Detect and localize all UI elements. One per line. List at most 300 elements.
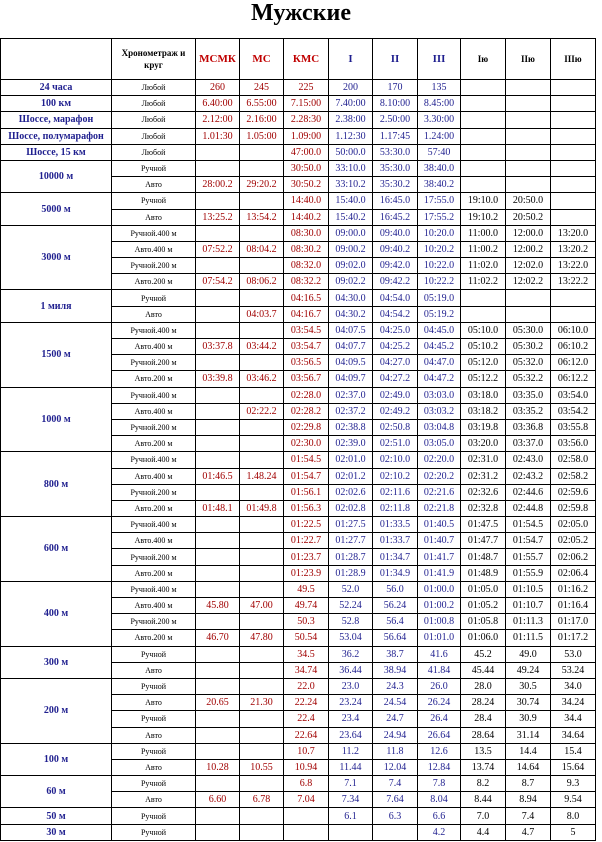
standard-value: 01:55.9: [506, 565, 551, 581]
standard-value: [373, 824, 418, 840]
standard-value: 01:17.0: [551, 614, 596, 630]
standard-value: [240, 549, 284, 565]
standard-value: [506, 306, 551, 322]
standard-value: [196, 565, 240, 581]
standard-value: 01:34.7: [373, 549, 418, 565]
standard-value: 47:00.0: [284, 144, 329, 160]
standard-value: 23.4: [329, 711, 373, 727]
standard-value: 1.05:00: [240, 128, 284, 144]
standard-value: [551, 128, 596, 144]
event-name: 1000 м: [1, 387, 112, 452]
standard-value: 03:55.8: [551, 419, 596, 435]
standard-value: 6.78: [240, 792, 284, 808]
standard-value: 02:50.8: [373, 419, 418, 435]
standard-value: 8.94: [506, 792, 551, 808]
standard-value: 1.09:00: [284, 128, 329, 144]
standard-value: 03:18.0: [461, 387, 506, 403]
standard-value: 6.40:00: [196, 96, 240, 112]
standard-value: 30:50.2: [284, 177, 329, 193]
standard-value: [240, 776, 284, 792]
standard-value: 8.0: [551, 808, 596, 824]
standard-value: 29:20.2: [240, 177, 284, 193]
standard-value: 03:37.0: [506, 436, 551, 452]
header-ms: МС: [240, 39, 284, 80]
standard-value: 12:00.2: [506, 241, 551, 257]
standard-value: 56.64: [373, 630, 418, 646]
standard-value: 16:45.2: [373, 209, 418, 225]
standard-value: 01:16.2: [551, 581, 596, 597]
standard-value: 08:04.2: [240, 241, 284, 257]
standard-value: 04:27.0: [373, 355, 418, 371]
table-row: [1, 646, 596, 662]
standard-value: 02:58.2: [551, 468, 596, 484]
standard-value: 28:00.2: [196, 177, 240, 193]
table-row: [1, 112, 596, 128]
standard-value: 19:10.2: [461, 209, 506, 225]
standard-value: 01:40.5: [418, 517, 461, 533]
standard-value: 03:54.0: [551, 387, 596, 403]
standard-value: [196, 711, 240, 727]
standard-value: [551, 96, 596, 112]
standard-value: 3.30:00: [418, 112, 461, 128]
standard-value: 02:30.0: [284, 436, 329, 452]
table-row: [1, 452, 596, 468]
standard-value: [240, 258, 284, 274]
standard-value: 12.84: [418, 759, 461, 775]
standard-value: 6.55:00: [240, 96, 284, 112]
standard-value: [196, 258, 240, 274]
standard-value: 06:10.0: [551, 322, 596, 338]
standard-value: [196, 290, 240, 306]
standard-value: 03:03.2: [418, 403, 461, 419]
standard-value: 01:05.8: [461, 614, 506, 630]
timing-type: Ручной: [112, 808, 196, 824]
header-event: [1, 39, 112, 80]
event-name: Шоссе, полумарафон: [1, 128, 112, 144]
standard-value: 23.24: [329, 695, 373, 711]
standard-value: 135: [418, 80, 461, 96]
standard-value: 17:55.2: [418, 209, 461, 225]
standard-value: 31.14: [506, 727, 551, 743]
standard-value: 01:28.7: [329, 549, 373, 565]
standard-value: 02:31.2: [461, 468, 506, 484]
table-row: [1, 387, 596, 403]
standard-value: 6.6: [418, 808, 461, 824]
timing-type: Ручной.200 м: [112, 614, 196, 630]
standard-value: 03:20.0: [461, 436, 506, 452]
event-name: 300 м: [1, 646, 112, 678]
timing-type: Авто.400 м: [112, 533, 196, 549]
standard-value: 01:00.2: [418, 598, 461, 614]
standard-value: 04:03.7: [240, 306, 284, 322]
standard-value: 20:50.0: [506, 193, 551, 209]
standard-value: [240, 193, 284, 209]
standard-value: 04:30.0: [329, 290, 373, 306]
standard-value: 04:27.2: [373, 371, 418, 387]
event-name: 200 м: [1, 678, 112, 743]
standard-value: 01:56.3: [284, 500, 329, 516]
table-row: [1, 322, 596, 338]
standard-value: [196, 452, 240, 468]
timing-type: Ручной.400 м: [112, 387, 196, 403]
standard-value: [461, 306, 506, 322]
standard-value: 02:29.8: [284, 419, 329, 435]
standard-value: 9.3: [551, 776, 596, 792]
timing-type: Ручной.400 м: [112, 322, 196, 338]
standard-value: 1.24:00: [418, 128, 461, 144]
standard-value: [240, 678, 284, 694]
standard-value: 01:05.0: [461, 581, 506, 597]
standard-value: [461, 80, 506, 96]
standard-value: [551, 80, 596, 96]
timing-type: Ручной: [112, 193, 196, 209]
standard-value: 10:20.0: [418, 225, 461, 241]
standard-value: 02:49.0: [373, 387, 418, 403]
standard-value: 05:12.0: [461, 355, 506, 371]
standard-value: 02:06.4: [551, 565, 596, 581]
standard-value: [196, 322, 240, 338]
standard-value: [461, 290, 506, 306]
standard-value: 46.70: [196, 630, 240, 646]
standard-value: 2.28:30: [284, 112, 329, 128]
standard-value: 200: [329, 80, 373, 96]
table-row: [1, 96, 596, 112]
event-name: 30 м: [1, 824, 112, 840]
timing-type: Ручной: [112, 776, 196, 792]
standard-value: 06:12.0: [551, 355, 596, 371]
standard-value: 04:45.2: [418, 339, 461, 355]
standard-value: 05:19.2: [418, 306, 461, 322]
standard-value: 02:20.2: [418, 468, 461, 484]
timing-type: Авто.400 м: [112, 403, 196, 419]
standard-value: 7.1: [329, 776, 373, 792]
standard-value: [461, 112, 506, 128]
standard-value: 02:38.8: [329, 419, 373, 435]
table-row: [1, 225, 596, 241]
event-name: 10000 м: [1, 160, 112, 192]
event-name: Шоссе, марафон: [1, 112, 112, 128]
timing-type: Любой: [112, 144, 196, 160]
timing-type: Авто.200 м: [112, 565, 196, 581]
standard-value: [551, 160, 596, 176]
standard-value: [551, 112, 596, 128]
standard-value: 15:40.0: [329, 193, 373, 209]
timing-type: Любой: [112, 80, 196, 96]
timing-type: Ручной.400 м: [112, 581, 196, 597]
standard-value: 26.24: [418, 695, 461, 711]
standard-value: 13.74: [461, 759, 506, 775]
timing-type: Ручной.200 м: [112, 419, 196, 435]
standard-value: 1.48.24: [240, 468, 284, 484]
standard-value: 02:51.0: [373, 436, 418, 452]
event-name: 800 м: [1, 452, 112, 517]
standard-value: 22.64: [284, 727, 329, 743]
timing-type: Ручной: [112, 160, 196, 176]
standard-value: 33:10.2: [329, 177, 373, 193]
standard-value: 07:54.2: [196, 274, 240, 290]
standard-value: 4.4: [461, 824, 506, 840]
standard-value: 56.24: [373, 598, 418, 614]
timing-type: Ручной: [112, 290, 196, 306]
timing-type: Авто.200 м: [112, 500, 196, 516]
standard-value: [240, 144, 284, 160]
standard-value: 30.9: [506, 711, 551, 727]
standard-value: 02:32.8: [461, 500, 506, 516]
standard-value: [196, 306, 240, 322]
standard-value: 03:18.2: [461, 403, 506, 419]
standard-value: 02:58.0: [551, 452, 596, 468]
standard-value: 02:02.8: [329, 500, 373, 516]
standard-value: 33:10.0: [329, 160, 373, 176]
standard-value: 02:05.2: [551, 533, 596, 549]
standard-value: [506, 128, 551, 144]
standard-value: 01:22.7: [284, 533, 329, 549]
standard-value: [240, 290, 284, 306]
timing-type: Ручной: [112, 678, 196, 694]
table-row: [1, 160, 596, 176]
standard-value: 15.64: [551, 759, 596, 775]
timing-type: Любой: [112, 128, 196, 144]
standard-value: 02:21.6: [418, 484, 461, 500]
standard-value: 01:01.0: [418, 630, 461, 646]
standard-value: 03:46.2: [240, 371, 284, 387]
standard-value: 09:00.2: [329, 241, 373, 257]
standard-value: 01:10.5: [506, 581, 551, 597]
standard-value: [240, 436, 284, 452]
standard-value: 01:05.2: [461, 598, 506, 614]
standard-value: 20:50.2: [506, 209, 551, 225]
standard-value: 02:11.6: [373, 484, 418, 500]
standard-value: 09:40.0: [373, 225, 418, 241]
standard-value: 01:06.0: [461, 630, 506, 646]
standard-value: [240, 614, 284, 630]
standard-value: 8.7: [506, 776, 551, 792]
standard-value: 14.64: [506, 759, 551, 775]
event-name: Шоссе, 15 км: [1, 144, 112, 160]
timing-type: Авто: [112, 759, 196, 775]
header-chrono: Хронометраж и круг: [112, 39, 196, 80]
standard-value: 01:47.5: [461, 517, 506, 533]
standard-value: [196, 144, 240, 160]
standard-value: [196, 517, 240, 533]
standard-value: [196, 484, 240, 500]
header-kms: КМС: [284, 39, 329, 80]
timing-type: Любой: [112, 96, 196, 112]
standard-value: 14.4: [506, 743, 551, 759]
standard-value: 04:07.5: [329, 322, 373, 338]
standard-value: 2.12:00: [196, 112, 240, 128]
timing-type: Ручной: [112, 824, 196, 840]
standard-value: [240, 355, 284, 371]
standard-value: 56.4: [373, 614, 418, 630]
standard-value: [196, 646, 240, 662]
timing-type: Авто.400 м: [112, 598, 196, 614]
standard-value: 30.5: [506, 678, 551, 694]
standard-value: [240, 387, 284, 403]
standard-value: 01:11.5: [506, 630, 551, 646]
standard-value: 01:46.5: [196, 468, 240, 484]
standard-value: [329, 824, 373, 840]
standard-value: 26.4: [418, 711, 461, 727]
standard-value: 12:02.0: [506, 258, 551, 274]
standard-value: [196, 824, 240, 840]
standard-value: 14:40.0: [284, 193, 329, 209]
standard-value: 34.64: [551, 727, 596, 743]
table-row: [1, 743, 596, 759]
standard-value: 23.64: [329, 727, 373, 743]
standard-value: 04:45.0: [418, 322, 461, 338]
standard-value: [196, 436, 240, 452]
standard-value: 02:44.6: [506, 484, 551, 500]
standard-value: 08:32.0: [284, 258, 329, 274]
standard-value: [196, 193, 240, 209]
standard-value: 02:43.2: [506, 468, 551, 484]
standard-value: 10.55: [240, 759, 284, 775]
standard-value: 03:39.8: [196, 371, 240, 387]
standard-value: 21.30: [240, 695, 284, 711]
standard-value: 23.0: [329, 678, 373, 694]
standard-value: 02:01.0: [329, 452, 373, 468]
table-row: [1, 128, 596, 144]
standard-value: 53.24: [551, 662, 596, 678]
standard-value: 10.94: [284, 759, 329, 775]
standard-value: 7.4: [506, 808, 551, 824]
standard-value: [196, 419, 240, 435]
standard-value: [461, 177, 506, 193]
header-junior-3: IIIю: [551, 39, 596, 80]
standard-value: 02:59.8: [551, 500, 596, 516]
standard-value: 09:02.0: [329, 258, 373, 274]
page-title: Мужские: [251, 0, 351, 26]
standard-value: 03:56.0: [551, 436, 596, 452]
standard-value: 28.24: [461, 695, 506, 711]
timing-type: Авто: [112, 695, 196, 711]
standard-value: 34.4: [551, 711, 596, 727]
standard-value: 10.7: [284, 743, 329, 759]
timing-type: Авто: [112, 209, 196, 225]
standard-value: 01:27.7: [329, 533, 373, 549]
standard-value: 01:40.7: [418, 533, 461, 549]
standard-value: [240, 646, 284, 662]
standard-value: 12.04: [373, 759, 418, 775]
standard-value: 34.24: [551, 695, 596, 711]
timing-type: Авто.200 м: [112, 274, 196, 290]
standard-value: [506, 80, 551, 96]
standard-value: 2.16:00: [240, 112, 284, 128]
standard-value: 20.65: [196, 695, 240, 711]
standard-value: 07:52.2: [196, 241, 240, 257]
standard-value: 7.64: [373, 792, 418, 808]
standard-value: 05:32.0: [506, 355, 551, 371]
event-name: 600 м: [1, 517, 112, 582]
standard-value: 13.5: [461, 743, 506, 759]
timing-type: Ручной.400 м: [112, 225, 196, 241]
timing-type: Авто.400 м: [112, 241, 196, 257]
standard-value: 15.4: [551, 743, 596, 759]
standard-value: 26.0: [418, 678, 461, 694]
standard-value: 13:20.2: [551, 241, 596, 257]
event-name: 24 часа: [1, 80, 112, 96]
event-name: 1 миля: [1, 290, 112, 322]
standard-value: [506, 290, 551, 306]
standard-value: 13:20.0: [551, 225, 596, 241]
standard-value: 52.0: [329, 581, 373, 597]
standard-value: 6.60: [196, 792, 240, 808]
timing-type: Ручной.200 м: [112, 549, 196, 565]
standard-value: 52.8: [329, 614, 373, 630]
standard-value: 01:54.7: [506, 533, 551, 549]
standard-value: 01:11.3: [506, 614, 551, 630]
standard-value: 01:10.7: [506, 598, 551, 614]
event-name: 400 м: [1, 581, 112, 646]
timing-type: Ручной: [112, 711, 196, 727]
standard-value: 02:37.0: [329, 387, 373, 403]
event-name: 100 м: [1, 743, 112, 775]
timing-type: Ручной: [112, 646, 196, 662]
standard-value: 1.12:30: [329, 128, 373, 144]
standard-value: 34.74: [284, 662, 329, 678]
event-name: 3000 м: [1, 225, 112, 290]
standard-value: 02:49.2: [373, 403, 418, 419]
standard-value: 7.0: [461, 808, 506, 824]
standard-value: 01:56.1: [284, 484, 329, 500]
standard-value: 04:09.7: [329, 371, 373, 387]
standard-value: 56.0: [373, 581, 418, 597]
table-row: [1, 678, 596, 694]
standard-value: [506, 144, 551, 160]
standard-value: 45.2: [461, 646, 506, 662]
standard-value: [240, 419, 284, 435]
standard-value: [196, 355, 240, 371]
standard-value: [240, 727, 284, 743]
standard-value: 49.24: [506, 662, 551, 678]
standard-value: 02:01.2: [329, 468, 373, 484]
standard-value: 05:12.2: [461, 371, 506, 387]
standard-value: [240, 517, 284, 533]
standard-value: 49.5: [284, 581, 329, 597]
timing-type: Авто: [112, 177, 196, 193]
standard-value: [284, 808, 329, 824]
standard-value: 04:07.7: [329, 339, 373, 355]
standard-value: 01:41.9: [418, 565, 461, 581]
standard-value: 53.04: [329, 630, 373, 646]
standard-value: [240, 711, 284, 727]
standard-value: 04:25.0: [373, 322, 418, 338]
standard-value: 08:32.2: [284, 274, 329, 290]
standard-value: [240, 452, 284, 468]
header-rank-3: III: [418, 39, 461, 80]
standard-value: 50:00.0: [329, 144, 373, 160]
standard-value: [196, 581, 240, 597]
standard-value: 02:21.8: [418, 500, 461, 516]
standard-value: 02:32.6: [461, 484, 506, 500]
standard-value: 08:30.0: [284, 225, 329, 241]
header-junior-2: IIю: [506, 39, 551, 80]
standard-value: [196, 225, 240, 241]
standard-value: 01:27.5: [329, 517, 373, 533]
standard-value: [240, 225, 284, 241]
standard-value: [506, 160, 551, 176]
standard-value: 02:22.2: [240, 403, 284, 419]
standard-value: 7.4: [373, 776, 418, 792]
timing-type: Ручной.200 м: [112, 258, 196, 274]
standard-value: 7.04: [284, 792, 329, 808]
standard-value: 01:47.7: [461, 533, 506, 549]
standard-value: 7.40:00: [329, 96, 373, 112]
standard-value: 6.3: [373, 808, 418, 824]
timing-type: Авто.200 м: [112, 630, 196, 646]
standard-value: 02:39.0: [329, 436, 373, 452]
